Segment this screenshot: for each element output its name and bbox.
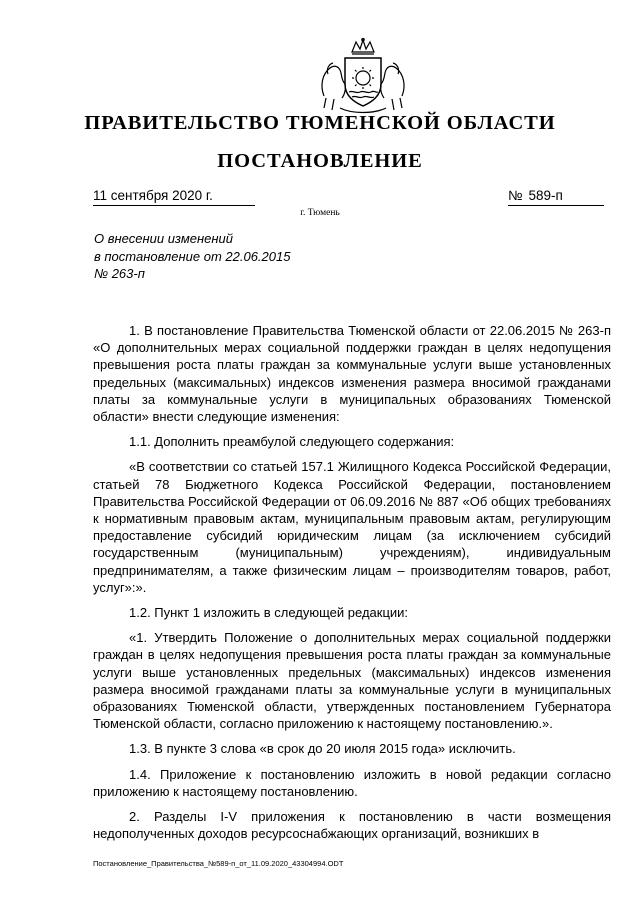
body-paragraph: 1. В постановление Правительства Тюменской области от 22.06.2015 № 263-п «О дополнительных мерах социальной поддержки граждан в целях недопущения превышения роста платы граждан за коммунальные услуги выше установленных предельных (максимальных) индексов изменения размера вносимой гражданами платы за коммунальные услуги в муниципальных образованиях Тюменской области» внести следующие изменения: xyxy=(93,323,611,425)
body-paragraph: 1.3. В пункте 3 слова «в срок до 20 июля 2015 года» исключить. xyxy=(129,741,516,757)
subject-line: № 263-п xyxy=(94,266,145,281)
number-sign: № xyxy=(508,188,523,203)
coat-of-arms-icon xyxy=(312,38,414,118)
document-number-field xyxy=(508,188,604,206)
body-paragraph: «В соответствии со статьей 157.1 Жилищного Кодекса Российской Федерации, статьей 78 Бюджетного Кодекса Российской Федерации, постановлением Правительства Российской Федерации от 06.09.2016 № 887 «Об общих требованиях к нормативным правовым актам, муниципальным правовым актам, регулирующим предоставление субсидий юридическим лицам (за исключением субсидий государственным (муниципальным) учреждениям), индивидуальным предпринимателям, а также физическим лицам – производителям товаров, работ, услуг»:». xyxy=(93,459,611,595)
footer-filename: Постановление_Правительства_№589-п_от_11.09.2020_43304994.ODT xyxy=(93,859,344,868)
document-subject xyxy=(94,230,354,283)
government-title: ПРАВИТЕЛЬСТВО ТЮМЕНСКОЙ ОБЛАСТИ xyxy=(84,112,556,134)
document-number: 589-п xyxy=(528,188,563,203)
body-paragraph: 1.1. Дополнить преамбулой следующего содержания: xyxy=(129,434,455,450)
body-paragraph: 2. Разделы I-V приложения к постановлению в части возмещения недополученных доходов ресурсоснабжающих организаций, возникших в xyxy=(93,809,611,842)
subject-line: О внесении изменений xyxy=(94,231,233,246)
body-paragraph: 1.2. Пункт 1 изложить в следующей редакции: xyxy=(129,605,409,621)
document-type: ПОСТАНОВЛЕНИЕ xyxy=(217,150,423,172)
subject-line: в постановление от 22.06.2015 xyxy=(94,248,291,264)
document-body xyxy=(93,322,611,850)
body-paragraph: 1.4. Приложение к постановлению изложить в новой редакции согласно приложению к настоящему постановлению. xyxy=(93,766,611,799)
city-label: г. Тюмень xyxy=(300,208,340,218)
document-date: 11 сентября 2020 г. xyxy=(93,188,255,206)
body-paragraph: «1. Утвердить Положение о дополнительных мерах социальной поддержки граждан в целях недопущения превышения роста платы граждан за коммунальные услуги выше установленных предельных (максимальных) индексов изменения размера вносимой гражданами платы за коммунальные услуги в муниципальных образованиях Тюменской области, утвержденных постановлением Губернатора Тюменской области, согласно приложению к настоящему постановлению.». xyxy=(93,630,611,732)
